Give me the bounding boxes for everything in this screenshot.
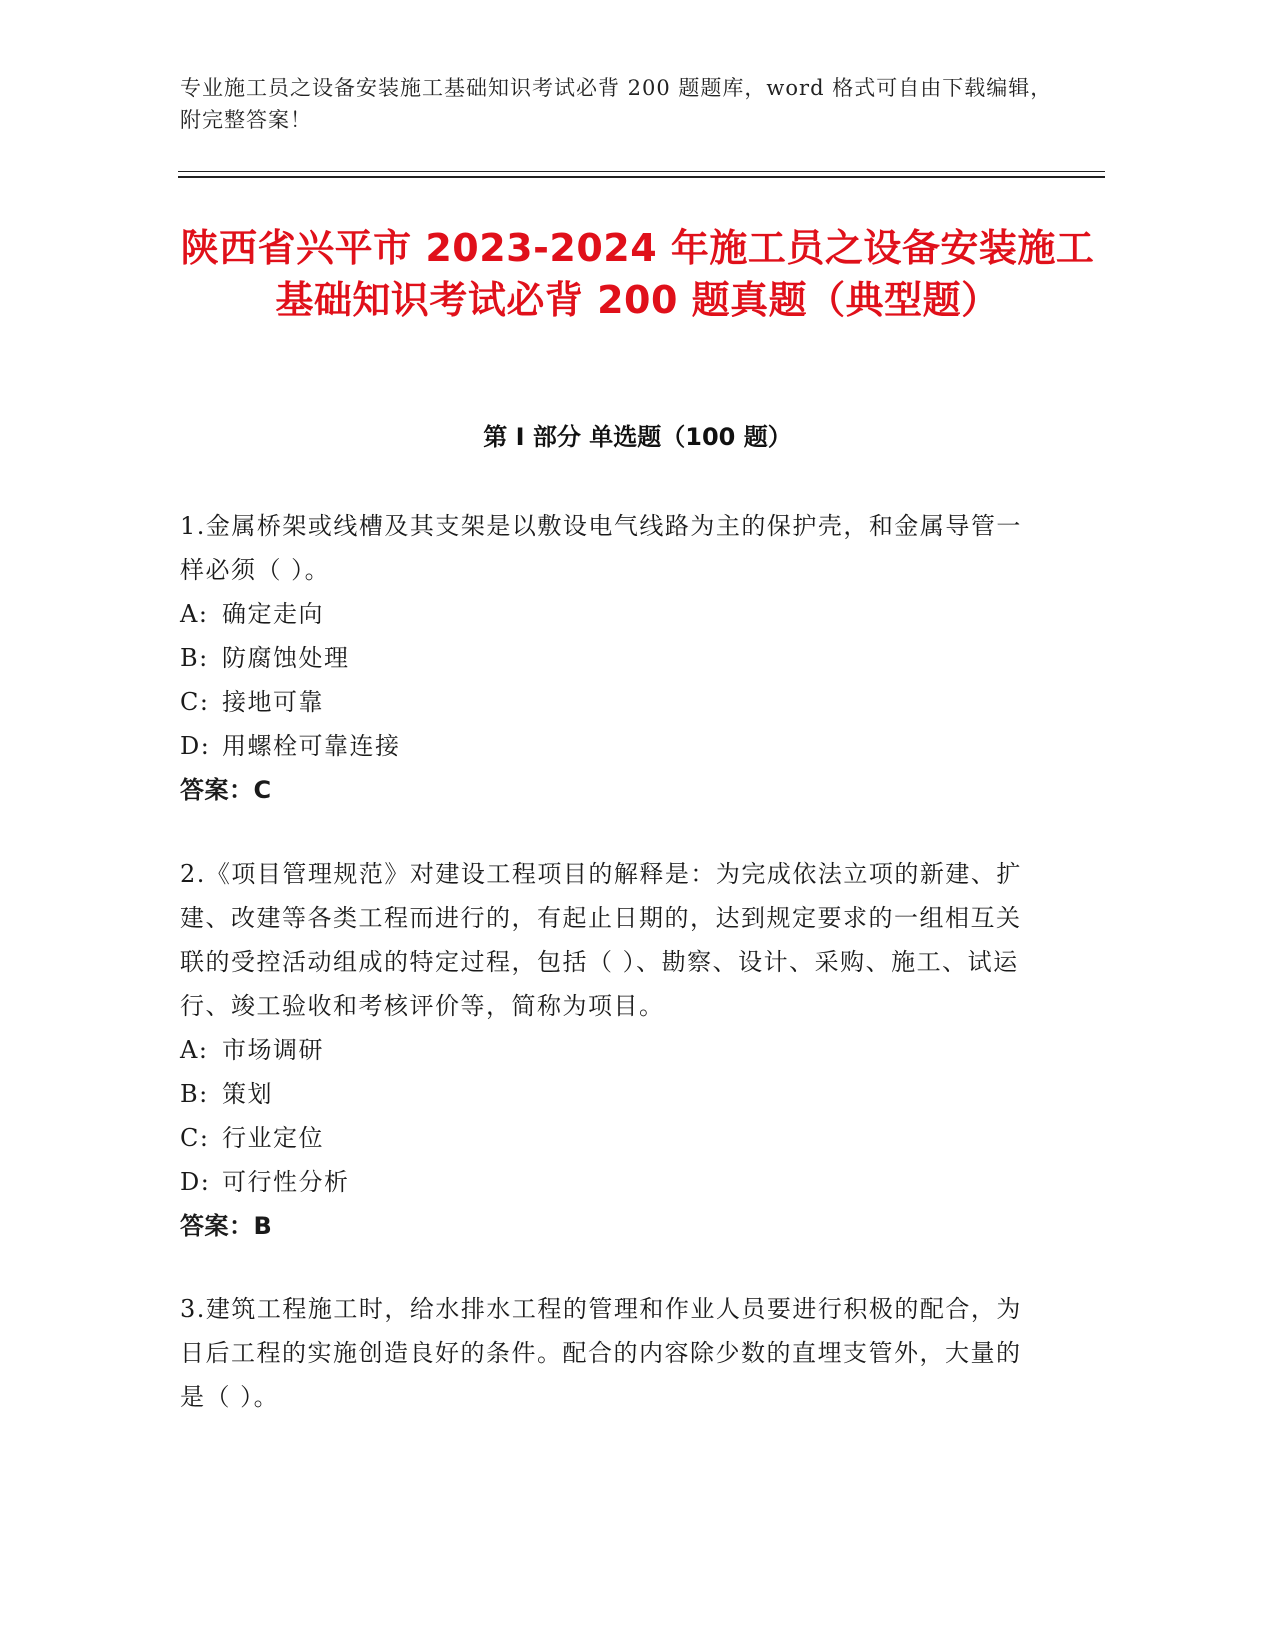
option-key: D: bbox=[180, 732, 211, 760]
option-text: 用螺栓可靠连接 bbox=[222, 732, 401, 760]
question-stem: 3.建筑工程施工时，给水排水工程的管理和作业人员要进行积极的配合，为日后工程的实施创造良好的条件。配合的内容除少数的直埋支管外，大量的是（ ）。 bbox=[180, 1295, 1022, 1411]
option-text: 确定走向 bbox=[222, 600, 324, 628]
option-text: 可行性分析 bbox=[222, 1168, 350, 1196]
option-b bbox=[180, 636, 1040, 680]
header-divider-thin bbox=[178, 171, 1105, 172]
option-b bbox=[180, 1072, 1040, 1116]
header-divider-thick bbox=[178, 176, 1105, 178]
question-1 bbox=[180, 504, 1040, 812]
option-a bbox=[180, 1028, 1040, 1072]
option-key: A: bbox=[180, 600, 209, 628]
option-text: 接地可靠 bbox=[222, 688, 324, 716]
option-c bbox=[180, 680, 1040, 724]
option-c bbox=[180, 1116, 1040, 1160]
option-key: C: bbox=[180, 688, 210, 716]
option-key: C: bbox=[180, 1124, 210, 1152]
header-note: 专业施工员之设备安装施工基础知识考试必背 200 题题库，word 格式可自由下载编辑，附完整答案！ bbox=[180, 76, 1053, 132]
option-key: B: bbox=[180, 644, 209, 672]
document-title: 陕西省兴平市 2023-2024 年施工员之设备安装施工基础知识考试必背 200 题真题（典型题） bbox=[180, 226, 1095, 322]
option-d bbox=[180, 724, 1040, 768]
question-2 bbox=[180, 852, 1040, 1248]
option-key: A: bbox=[180, 1036, 209, 1064]
option-text: 行业定位 bbox=[222, 1124, 324, 1152]
option-d bbox=[180, 1160, 1040, 1204]
answer-line: 答案：C bbox=[180, 776, 272, 804]
answer-line: 答案：B bbox=[180, 1212, 273, 1240]
option-a bbox=[180, 592, 1040, 636]
question-3 bbox=[180, 1287, 1040, 1419]
section-title: 第 I 部分 单选题（100 题） bbox=[483, 423, 792, 451]
option-text: 防腐蚀处理 bbox=[222, 644, 350, 672]
option-text: 策划 bbox=[222, 1080, 273, 1108]
option-key: B: bbox=[180, 1080, 209, 1108]
question-stem: 2.《项目管理规范》对建设工程项目的解释是：为完成依法立项的新建、扩建、改建等各类工程而进行的，有起止日期的，达到规定要求的一组相互关联的受控活动组成的特定过程，包括（ ）、勘察、设计、采购、施工、试运行、竣工验收和考核评价等，简称为项目。 bbox=[180, 860, 1022, 1020]
question-stem: 1.金属桥架或线槽及其支架是以敷设电气线路为主的保护壳，和金属导管一样必须（ ）。 bbox=[180, 512, 1022, 584]
option-text: 市场调研 bbox=[222, 1036, 324, 1064]
option-key: D: bbox=[180, 1168, 211, 1196]
